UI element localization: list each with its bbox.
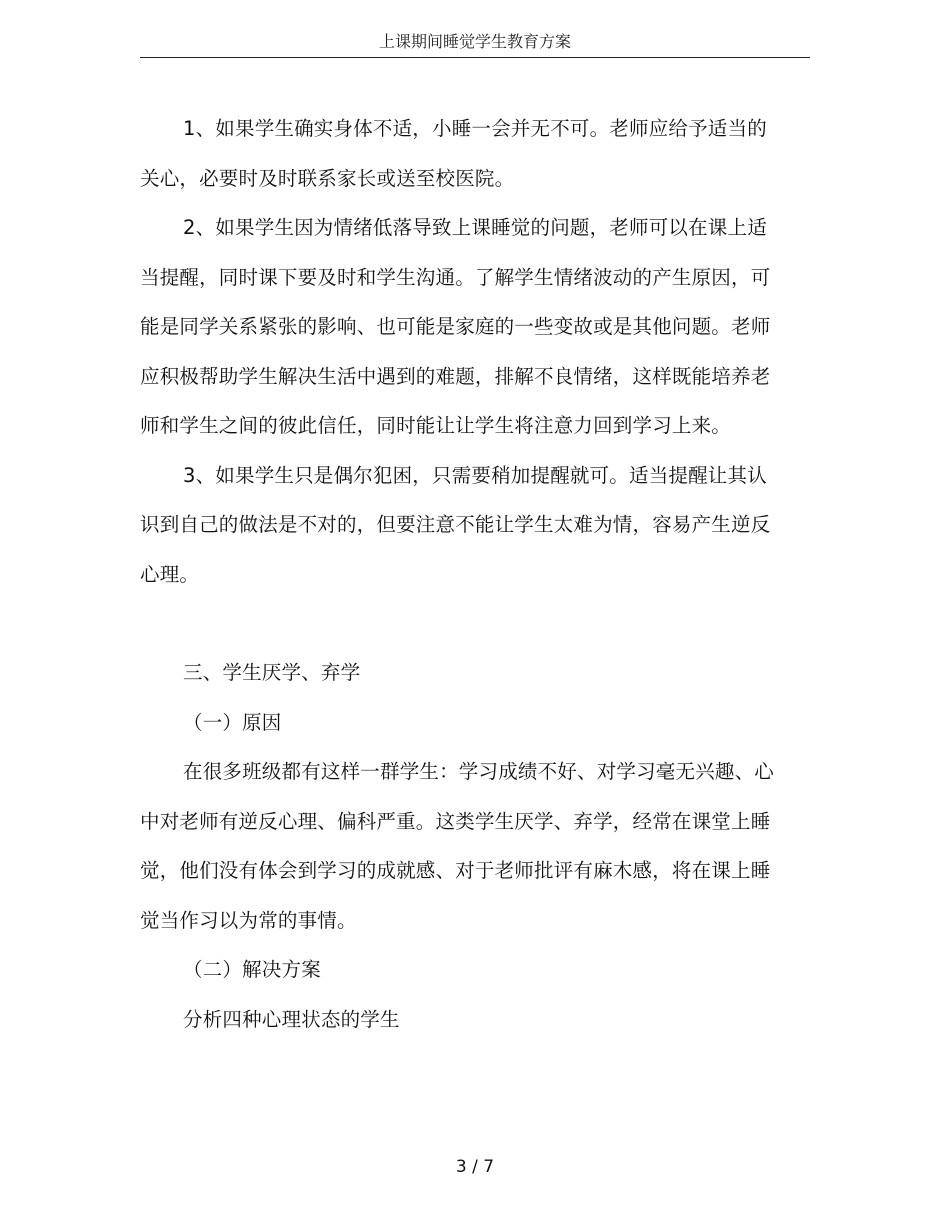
subsection-heading-solution: （二）解决方案	[183, 958, 321, 981]
cause-paragraph: 在很多班级都有这样一群学生：学习成绩不好、对学习毫无兴趣、心中对老师有逆反心理、偏科严重。这类学生厌学、弃学，经常在课堂上睡觉，他们没有体会到学习的成就感、对于老师批评有麻木感，将在课上睡觉当作习以为常的事情。	[140, 760, 775, 932]
section-heading: 三、学生厌学、弃学	[183, 661, 361, 684]
paragraph-item-2: 2、如果学生因为情绪低落导致上课睡觉的问题，老师可以在课上适当提醒，同时课下要及时和学生沟通。了解学生情绪波动的产生原因，可能是同学关系紧张的影响、也可能是家庭的一些变故或是其他问题。老师应积极帮助学生解决生活中遇到的难题，排解不良情绪，这样既能培养老师和学生之间的彼此信任，同时能让让学生将注意力回到学习上来。	[140, 216, 771, 437]
paragraph-item-1: 1、如果学生确实身体不适，小睡一会并无不可。老师应给予适当的关心，必要时及时联系家长或送至校医院。	[140, 117, 767, 190]
paragraph-item-3: 3、如果学生只是偶尔犯困，只需要稍加提醒就可。适当提醒让其认识到自己的做法是不对的，但要注意不能让学生太难为情，容易产生逆反心理。	[140, 463, 771, 586]
page-body	[140, 104, 780, 1044]
header-title: 上课期间睡觉学生教育方案	[378, 32, 571, 51]
solution-paragraph: 分析四种心理状态的学生	[183, 1007, 400, 1031]
subsection-heading-cause: （一）原因	[183, 710, 282, 734]
section-spacer	[140, 599, 780, 648]
page-number: 3 / 7	[455, 1157, 495, 1177]
page-header	[140, 30, 810, 58]
